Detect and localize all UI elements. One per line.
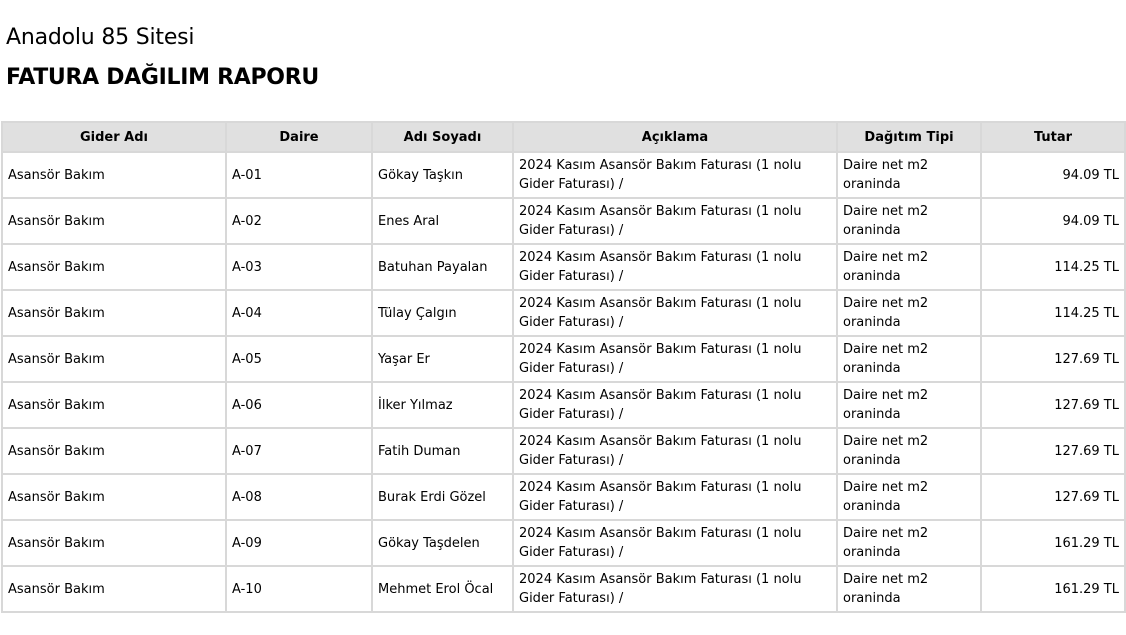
cell-expense-name: Asansör Bakım: [2, 152, 226, 198]
cell-distribution-type: Daire net m2 oraninda: [837, 244, 981, 290]
cell-full-name: Burak Erdi Gözel: [372, 474, 513, 520]
cell-description: 2024 Kasım Asansör Bakım Faturası (1 nolu Gider Faturası) /: [513, 474, 837, 520]
cell-description: 2024 Kasım Asansör Bakım Faturası (1 nolu Gider Faturası) /: [513, 244, 837, 290]
column-header-description[interactable]: Açıklama: [513, 122, 837, 152]
cell-expense-name: Asansör Bakım: [2, 520, 226, 566]
column-header-expense-name[interactable]: Gider Adı: [2, 122, 226, 152]
cell-description: 2024 Kasım Asansör Bakım Faturası (1 nolu Gider Faturası) /: [513, 566, 837, 612]
cell-full-name: Gökay Taşdelen: [372, 520, 513, 566]
cell-full-name: İlker Yılmaz: [372, 382, 513, 428]
cell-full-name: Tülay Çalgın: [372, 290, 513, 336]
column-header-distribution-type[interactable]: Dağıtım Tipi: [837, 122, 981, 152]
table-row: [2, 336, 1125, 382]
cell-unit: A-07: [226, 428, 372, 474]
cell-expense-name: Asansör Bakım: [2, 566, 226, 612]
cell-amount: 94.09 TL: [981, 198, 1125, 244]
site-name: Anadolu 85 Sitesi: [6, 25, 195, 50]
column-header-unit[interactable]: Daire: [226, 122, 372, 152]
cell-amount: 127.69 TL: [981, 428, 1125, 474]
table-row: [2, 290, 1125, 336]
cell-amount: 114.25 TL: [981, 290, 1125, 336]
cell-amount: 94.09 TL: [981, 152, 1125, 198]
cell-amount: 161.29 TL: [981, 520, 1125, 566]
cell-full-name: Fatih Duman: [372, 428, 513, 474]
cell-expense-name: Asansör Bakım: [2, 244, 226, 290]
cell-unit: A-02: [226, 198, 372, 244]
cell-unit: A-03: [226, 244, 372, 290]
cell-description: 2024 Kasım Asansör Bakım Faturası (1 nolu Gider Faturası) /: [513, 198, 837, 244]
cell-full-name: Yaşar Er: [372, 336, 513, 382]
cell-expense-name: Asansör Bakım: [2, 198, 226, 244]
cell-expense-name: Asansör Bakım: [2, 336, 226, 382]
cell-unit: A-01: [226, 152, 372, 198]
cell-unit: A-09: [226, 520, 372, 566]
cell-distribution-type: Daire net m2 oraninda: [837, 428, 981, 474]
cell-amount: 127.69 TL: [981, 336, 1125, 382]
table-row: [2, 520, 1125, 566]
cell-description: 2024 Kasım Asansör Bakım Faturası (1 nolu Gider Faturası) /: [513, 520, 837, 566]
table-header-row: [2, 122, 1125, 152]
cell-unit: A-10: [226, 566, 372, 612]
cell-expense-name: Asansör Bakım: [2, 290, 226, 336]
table-row: [2, 382, 1125, 428]
cell-description: 2024 Kasım Asansör Bakım Faturası (1 nolu Gider Faturası) /: [513, 382, 837, 428]
table-row: [2, 474, 1125, 520]
cell-full-name: Batuhan Payalan: [372, 244, 513, 290]
cell-amount: 114.25 TL: [981, 244, 1125, 290]
cell-description: 2024 Kasım Asansör Bakım Faturası (1 nolu Gider Faturası) /: [513, 290, 837, 336]
cell-unit: A-08: [226, 474, 372, 520]
cell-expense-name: Asansör Bakım: [2, 382, 226, 428]
table-row: [2, 566, 1125, 612]
cell-description: 2024 Kasım Asansör Bakım Faturası (1 nolu Gider Faturası) /: [513, 152, 837, 198]
cell-distribution-type: Daire net m2 oraninda: [837, 520, 981, 566]
cell-description: 2024 Kasım Asansör Bakım Faturası (1 nolu Gider Faturası) /: [513, 336, 837, 382]
cell-distribution-type: Daire net m2 oraninda: [837, 382, 981, 428]
column-header-amount[interactable]: Tutar: [981, 122, 1125, 152]
cell-full-name: Mehmet Erol Öcal: [372, 566, 513, 612]
table-row: [2, 152, 1125, 198]
cell-description: 2024 Kasım Asansör Bakım Faturası (1 nolu Gider Faturası) /: [513, 428, 837, 474]
cell-full-name: Enes Aral: [372, 198, 513, 244]
cell-distribution-type: Daire net m2 oraninda: [837, 152, 981, 198]
cell-amount: 161.29 TL: [981, 566, 1125, 612]
cell-distribution-type: Daire net m2 oraninda: [837, 336, 981, 382]
cell-expense-name: Asansör Bakım: [2, 474, 226, 520]
cell-unit: A-04: [226, 290, 372, 336]
cell-full-name: Gökay Taşkın: [372, 152, 513, 198]
table-row: [2, 198, 1125, 244]
table-row: [2, 428, 1125, 474]
cell-distribution-type: Daire net m2 oraninda: [837, 566, 981, 612]
cell-distribution-type: Daire net m2 oraninda: [837, 198, 981, 244]
cell-distribution-type: Daire net m2 oraninda: [837, 290, 981, 336]
cell-distribution-type: Daire net m2 oraninda: [837, 474, 981, 520]
cell-amount: 127.69 TL: [981, 382, 1125, 428]
distribution-report-table: [1, 121, 1126, 613]
cell-unit: A-05: [226, 336, 372, 382]
cell-unit: A-06: [226, 382, 372, 428]
column-header-full-name[interactable]: Adı Soyadı: [372, 122, 513, 152]
table-row: [2, 244, 1125, 290]
cell-amount: 127.69 TL: [981, 474, 1125, 520]
cell-expense-name: Asansör Bakım: [2, 428, 226, 474]
report-title: FATURA DAĞILIM RAPORU: [6, 65, 319, 90]
